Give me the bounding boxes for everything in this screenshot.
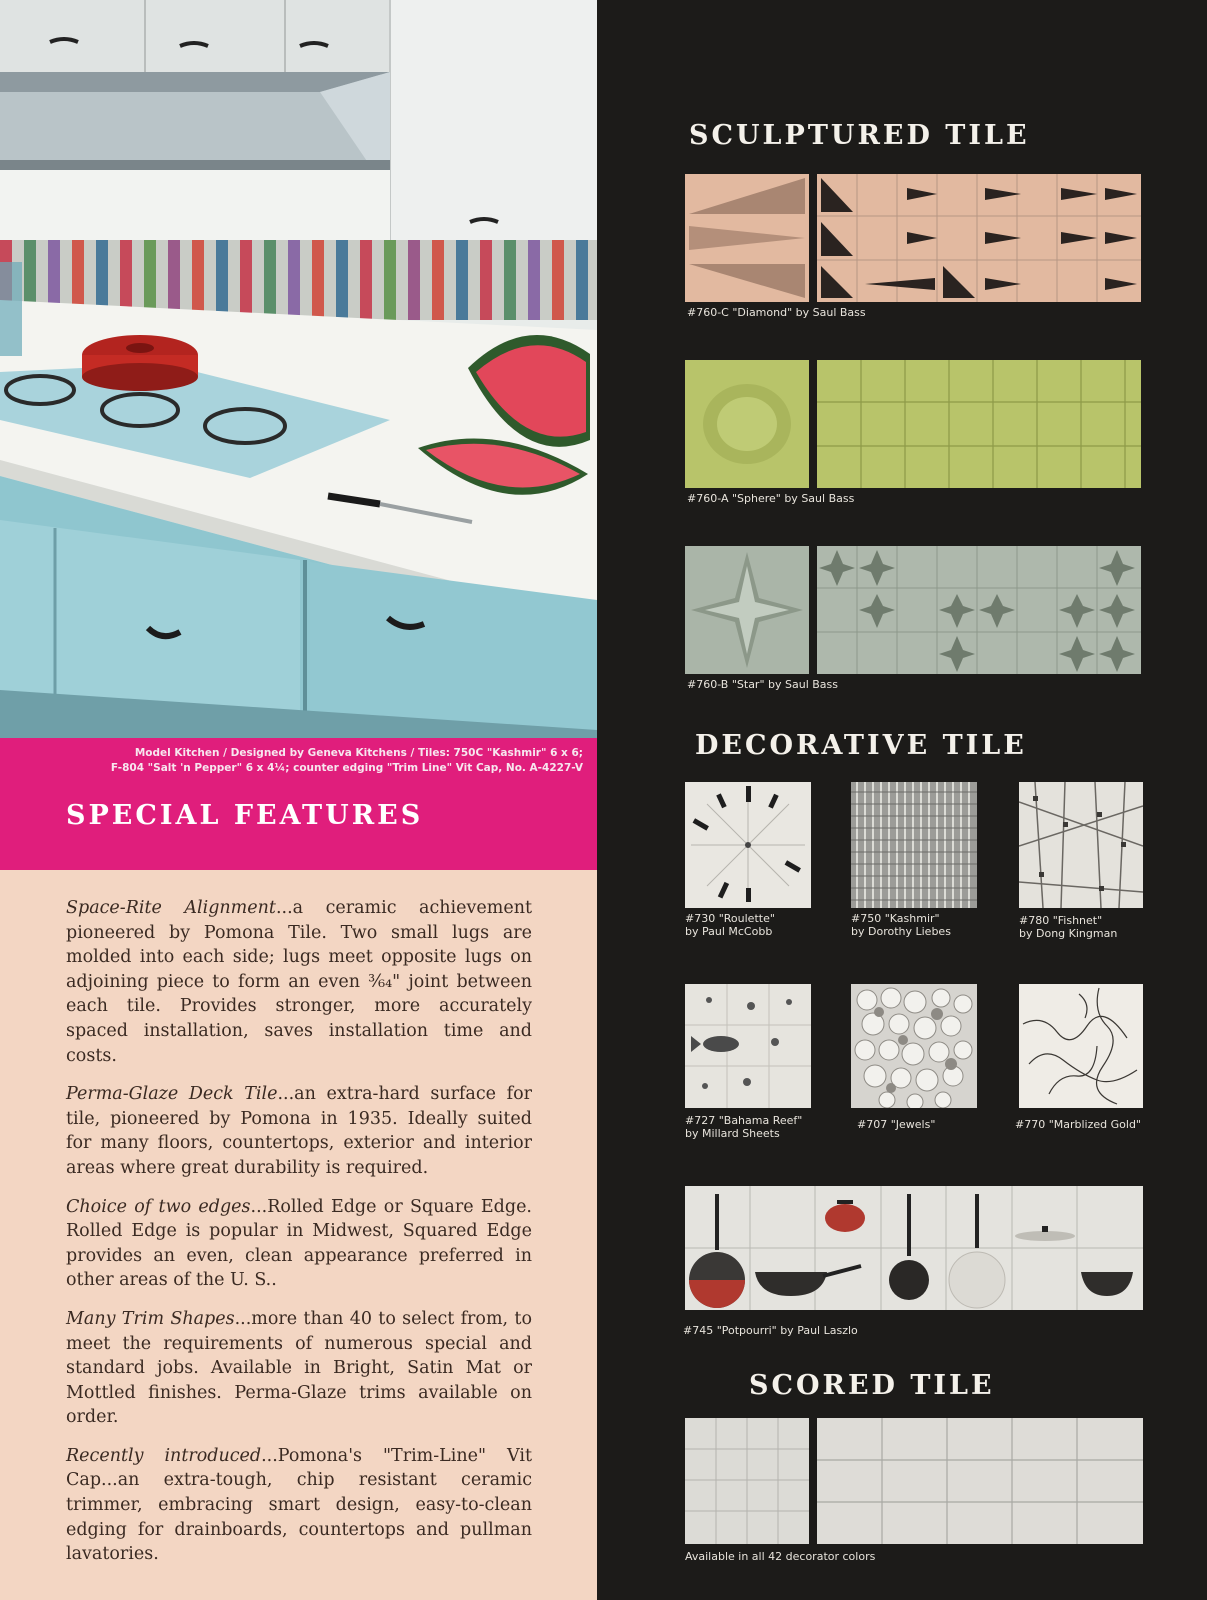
feature-lead: Perma-Glaze Deck Tile (66, 1084, 278, 1105)
roulette-label (685, 912, 775, 938)
kashmir-tile-sample (851, 782, 977, 908)
potpourri-label: #745 "Potpourri" by Paul Laszlo (683, 1324, 858, 1337)
feature-lead: Space-Rite Alignment (66, 898, 276, 918)
bahama-reef-label-line-1: #727 "Bahama Reef" (685, 1114, 803, 1127)
fishnet-label-line-2: by Dong Kingman (1019, 927, 1118, 940)
bahama-reef-tile-sample (685, 984, 811, 1108)
bahama-reef-label-line-2: by Millard Sheets (685, 1127, 780, 1140)
roulette-label-line-1: #730 "Roulette" (685, 912, 775, 925)
kashmir-label-line-2: by Dorothy Liebes (851, 925, 951, 938)
jewels-label: #707 "Jewels" (857, 1118, 936, 1131)
photo-caption-line-1: Model Kitchen / Designed by Geneva Kitchens / Tiles: 750C "Kashmir" 6 x 6; (134, 747, 583, 759)
feature-text: ...Pomona's "Trim-Line" Vit Cap...an extra-tough, chip resistant ceramic trimmer, embracing smart design, easy-to-clean edging for drainboards, countertops and pullman lavatories. (66, 1445, 532, 1565)
kashmir-label-line-1: #750 "Kashmir" (851, 912, 940, 925)
right-panel (597, 0, 1207, 1600)
feature-space-rite (66, 896, 532, 1068)
star-tile-sample (685, 546, 1141, 674)
feature-lead: Many Trim Shapes (66, 1308, 235, 1329)
fishnet-label-line-1: #780 "Fishnet" (1019, 914, 1103, 927)
star-label: #760-B "Star" by Saul Bass (687, 678, 838, 691)
roulette-tile-sample (685, 782, 811, 908)
bahama-reef-label (685, 1114, 802, 1140)
feature-edges (66, 1195, 532, 1293)
feature-lead: Recently introduced (66, 1445, 262, 1466)
fishnet-label (1019, 914, 1117, 940)
feature-trim-line (66, 1444, 532, 1567)
special-features-band (0, 738, 597, 870)
kashmir-label (851, 912, 951, 938)
scored-tile-sample (685, 1418, 1143, 1544)
feature-text: ...an extra-hard surface for tile, pioneered by Pomona in 1935. Ideally suited for many floors, countertops, exterior and interior areas where great durability is required. (66, 1084, 532, 1178)
scored-tile-title: SCORED TILE (749, 1370, 995, 1401)
marblized-gold-tile-sample (1019, 984, 1143, 1108)
scored-note: Available in all 42 decorator colors (685, 1550, 876, 1563)
feature-perma-glaze (66, 1082, 532, 1180)
diamond-label: #760-C "Diamond" by Saul Bass (687, 306, 866, 319)
feature-text: ...Rolled Edge or Square Edge. Rolled Edge is popular in Midwest, Squared Edge provides an even, clean appearance preferred in other areas of the U. S.. (66, 1196, 532, 1291)
decorative-tile-title: DECORATIVE TILE (695, 730, 1027, 761)
potpourri-tile-sample (685, 1186, 1143, 1310)
sphere-label: #760-A "Sphere" by Saul Bass (687, 492, 855, 505)
feature-text: ...a ceramic achievement pioneered by Pomona Tile. Two small lugs are molded into each side; lugs meet opposite lugs on adjoining piece to form an even ³⁄₆₄" joint between each tile. Provides stronger, more accurately spaced installation, saves installation time and costs. (66, 898, 532, 1066)
kitchen-photo (0, 0, 597, 738)
photo-caption-line-2: F-804 "Salt 'n Pepper" 6 x 4¼; counter edging "Trim Line" Vit Cap, No. A-4227-V (110, 762, 583, 774)
diamond-tile-sample (685, 174, 1141, 302)
fishnet-tile-sample (1019, 782, 1143, 908)
sculptured-tile-title: SCULPTURED TILE (689, 120, 1030, 151)
special-features-title: SPECIAL FEATURES (66, 800, 424, 831)
sphere-tile-sample (685, 360, 1141, 488)
jewels-tile-sample (851, 984, 977, 1108)
marblized-gold-label: #770 "Marblized Gold" (1015, 1118, 1141, 1131)
roulette-label-line-2: by Paul McCobb (685, 925, 773, 938)
feature-trim-shapes (66, 1307, 532, 1430)
left-panel (0, 0, 597, 1600)
photo-caption (23, 746, 583, 776)
feature-text: ...more than 40 to select from, to meet the requirements of numerous special and standard jobs. Available in Bright, Satin Mat or Mottled finishes. Perma-Glaze trims available on order. (66, 1308, 532, 1428)
features-list (66, 896, 532, 1581)
feature-lead: Choice of two edges (66, 1196, 251, 1217)
